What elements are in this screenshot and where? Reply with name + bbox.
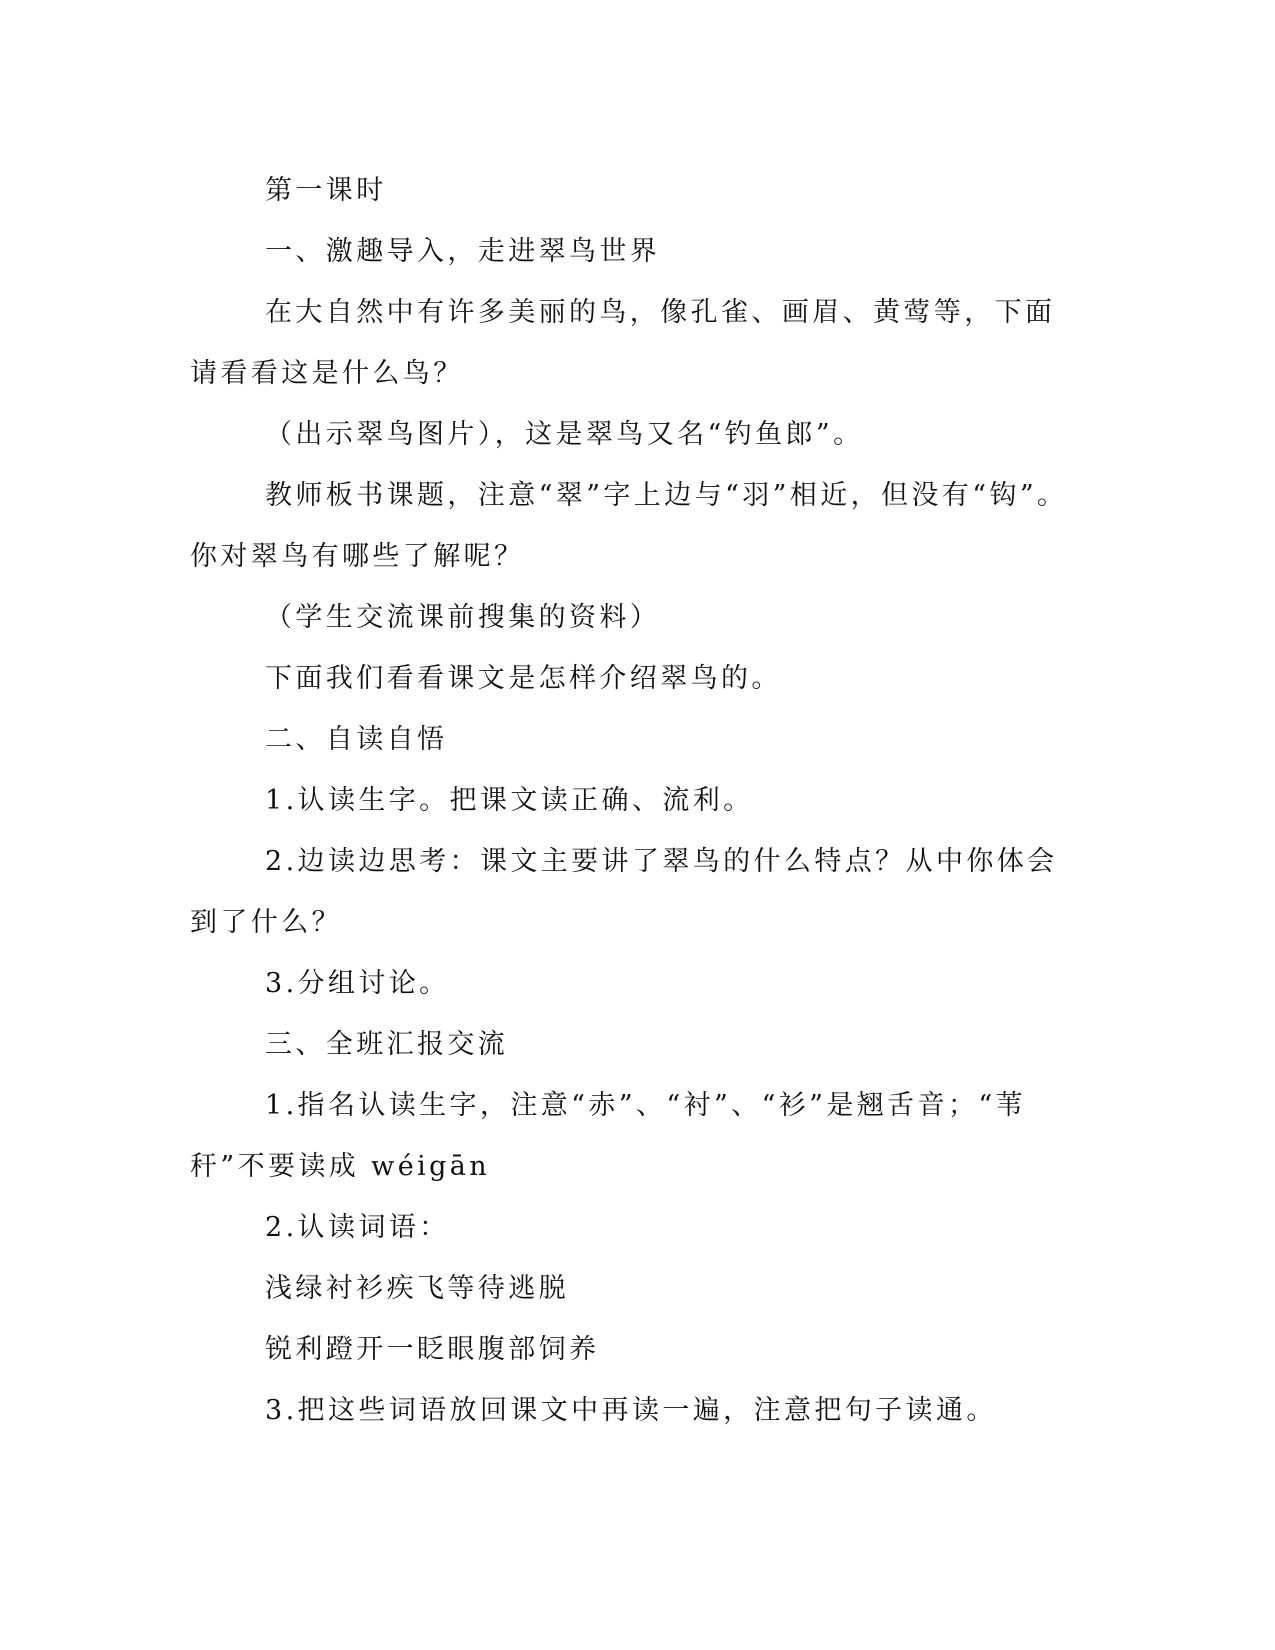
list-item-5: 2.认读词语： — [265, 1212, 450, 1243]
document-body — [190, 160, 1080, 1441]
list-item-4: 1.指名认读生字，注意“赤”、“衬”、“衫”是翘舌音；“苇秆”不要读成 wéigān — [190, 1090, 1026, 1182]
list-item-2: 2.边读边思考：课文主要讲了翠鸟的什么特点？从中你体会到了什么？ — [190, 846, 1058, 938]
paragraph-show-picture: （出示翠鸟图片），这是翠鸟又名“钓鱼郎”。 — [265, 419, 864, 450]
paragraph-text-intro: 下面我们看看课文是怎样介绍翠鸟的。 — [265, 663, 782, 694]
paragraph-intro: 在大自然中有许多美丽的鸟，像孔雀、画眉、黄莺等，下面请看看这是什么鸟？ — [190, 297, 1056, 389]
section-heading-1: 一、激趣导入，走进翠鸟世界 — [265, 236, 661, 267]
section-heading-3: 三、全班汇报交流 — [265, 1029, 509, 1060]
paragraph-student-exchange: （学生交流课前搜集的资料） — [265, 602, 661, 633]
list-item-6: 3.把这些词语放回课文中再读一遍，注意把句子读通。 — [265, 1395, 997, 1426]
word-list-1: 浅绿衬衫疾飞等待逃脱 — [265, 1273, 569, 1304]
paragraph-blackboard: 教师板书课题，注意“翠”字上边与“羽”相近，但没有“钩”。你对翠鸟有哪些了解呢？ — [190, 480, 1068, 572]
word-list-2: 锐利蹬开一眨眼腹部饲养 — [265, 1334, 600, 1365]
list-item-1: 1.认读生字。把课文读正确、流利。 — [265, 785, 754, 816]
lesson-period-heading: 第一课时 — [265, 175, 387, 206]
section-heading-2: 二、自读自悟 — [265, 724, 448, 755]
list-item-3: 3.分组讨论。 — [265, 968, 450, 999]
